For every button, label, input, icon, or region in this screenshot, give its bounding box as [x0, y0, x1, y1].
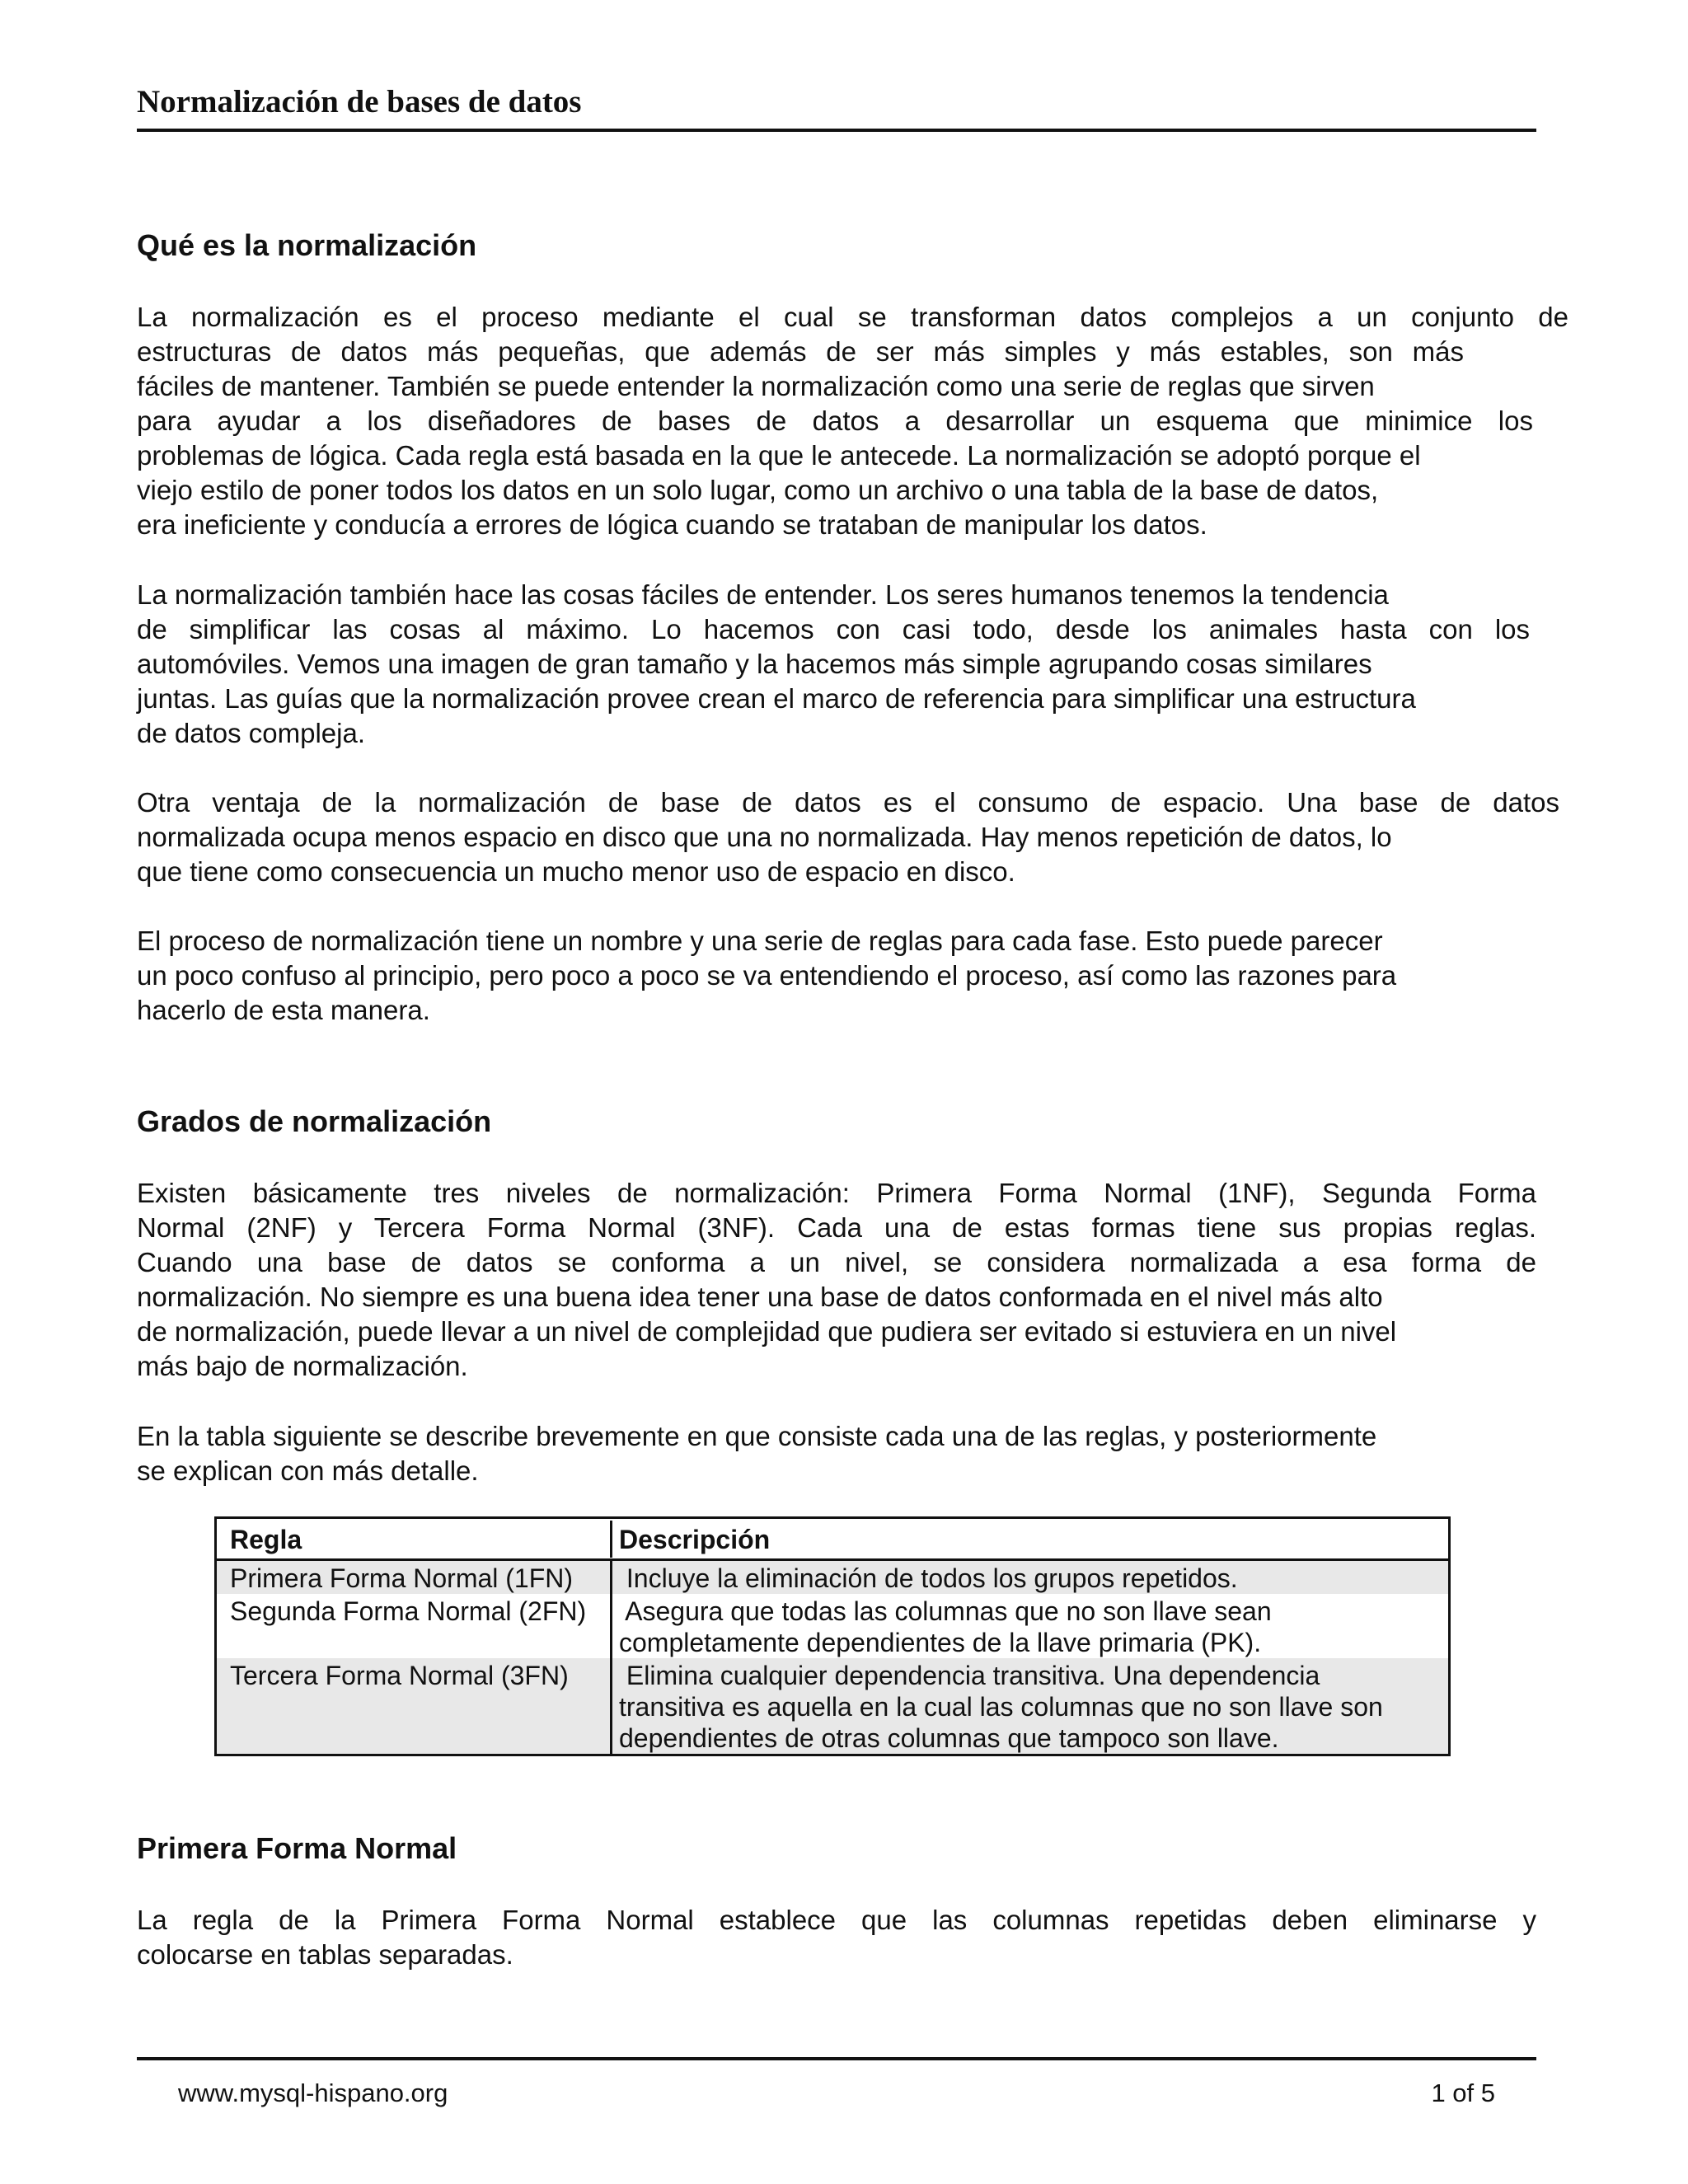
- paragraph-line: más bajo de normalización.: [137, 1351, 468, 1381]
- paragraph-line: juntas. Las guías que la normalización provee crean el marco de referencia para simplificar una estructura: [137, 683, 1416, 714]
- paragraph-line: La normalización es el proceso mediante el cual se transforman datos complejos a un conjunto de: [137, 302, 1568, 332]
- paragraph-line: normalizada ocupa menos espacio en disco que una no normalizada. Hay menos repetición de datos, lo: [137, 822, 1392, 852]
- rule-name: Primera Forma Normal (1FN): [230, 1563, 574, 1593]
- table-row: [217, 1561, 1448, 1594]
- description-line: Asegura que todas las columnas que no son llave sean: [619, 1596, 1272, 1626]
- table-row: [217, 1594, 1448, 1658]
- paragraph-line: normalización. No siempre es una buena idea tener una base de datos conformada en el nivel más alto: [137, 1282, 1383, 1312]
- footer-website: www.mysql-hispano.org: [178, 2079, 448, 2107]
- section-heading-que-es: Qué es la normalización: [137, 228, 477, 262]
- paragraph-line: automóviles. Vemos una imagen de gran tamaño y la hacemos más simple agrupando cosas similares: [137, 649, 1372, 679]
- paragraph-line: La normalización también hace las cosas fáciles de entender. Los seres humanos tenemos la tendencia: [137, 579, 1389, 610]
- table-cell-description: [612, 1594, 1448, 1658]
- table-cell-rule: [217, 1561, 612, 1594]
- paragraph-line: un poco confuso al principio, pero poco a poco se va entendiendo el proceso, así como las razones para: [137, 960, 1397, 991]
- paragraph-line: problemas de lógica. Cada regla está basada en la que le antecede. La normalización se adoptó porque el: [137, 440, 1421, 471]
- description-line: completamente dependientes de la llave primaria (PK).: [619, 1628, 1262, 1657]
- paragraph-line: de normalización, puede llevar a un nivel de complejidad que pudiera ser evitado si estuviera en un nivel: [137, 1316, 1397, 1347]
- table-cell-rule: [217, 1658, 612, 1754]
- paragraph: [137, 924, 1568, 1028]
- paragraph-line: El proceso de normalización tiene un nombre y una serie de reglas para cada fase. Esto puede parecer: [137, 926, 1383, 956]
- paragraph-line: se explican con más detalle.: [137, 1455, 479, 1486]
- description-line: dependientes de otras columnas que tampoco son llave.: [619, 1723, 1279, 1753]
- table-cell-description: [612, 1658, 1448, 1754]
- paragraph-line: La regla de la Primera Forma Normal establece que las columnas repetidas deben eliminarse y: [137, 1905, 1536, 1935]
- paragraph: [137, 1176, 1568, 1384]
- section-heading-primera-forma: Primera Forma Normal: [137, 1831, 457, 1865]
- page-header: [137, 79, 1536, 132]
- paragraph: [137, 578, 1568, 751]
- normalization-rules-table: [214, 1516, 1451, 1756]
- table-cell-description: [612, 1561, 1448, 1594]
- paragraph: [137, 1903, 1568, 1972]
- paragraph-line: era ineficiente y conducía a errores de lógica cuando se trataban de manipular los datos.: [137, 509, 1207, 540]
- paragraph: [137, 300, 1568, 542]
- paragraph: [137, 785, 1568, 889]
- page-number: 1 of 5: [1431, 2079, 1495, 2107]
- paragraph-line: colocarse en tablas separadas.: [137, 1939, 513, 1970]
- table-cell-rule: [217, 1594, 612, 1658]
- paragraph-line: Existen básicamente tres niveles de normalización: Primera Forma Normal (1NF), Segunda Forma: [137, 1178, 1536, 1208]
- page-footer: [137, 2057, 1536, 2107]
- description-line: Incluye la eliminación de todos los grupos repetidos.: [619, 1563, 1238, 1593]
- paragraph-line: viejo estilo de poner todos los datos en un solo lugar, como un archivo o una tabla de la base de datos,: [137, 475, 1379, 505]
- paragraph-line: Otra ventaja de la normalización de base de datos es el consumo de espacio. Una base de datos: [137, 787, 1559, 818]
- description-line: transitiva es aquella en la cual las columnas que no son llave son: [619, 1692, 1383, 1722]
- paragraph-line: Normal (2NF) y Tercera Forma Normal (3NF). Cada una de estas formas tiene sus propias reglas.: [137, 1212, 1536, 1243]
- document-title: Normalización de bases de datos: [137, 84, 582, 120]
- paragraph-line: para ayudar a los diseñadores de bases de datos a desarrollar un esquema que minimice los: [137, 405, 1533, 436]
- table-header-cell: Regla: [217, 1521, 612, 1558]
- description-line: Elimina cualquier dependencia transitiva. Una dependencia: [619, 1661, 1320, 1690]
- section-heading-grados: Grados de normalización: [137, 1104, 492, 1138]
- paragraph-line: En la tabla siguiente se describe brevemente en que consiste cada una de las reglas, y posteriormente: [137, 1421, 1377, 1451]
- paragraph: [137, 1419, 1568, 1488]
- paragraph-line: fáciles de mantener. También se puede entender la normalización como una serie de reglas que sirven: [137, 371, 1375, 401]
- paragraph-line: que tiene como consecuencia un mucho menor uso de espacio en disco.: [137, 856, 1015, 887]
- paragraph-line: estructuras de datos más pequeñas, que además de ser más simples y más estables, son más: [137, 336, 1464, 367]
- table-header-row: [217, 1519, 1448, 1561]
- paragraph-line: de datos compleja.: [137, 718, 366, 748]
- paragraph-line: Cuando una base de datos se conforma a un nivel, se considera normalizada a esa forma de: [137, 1247, 1536, 1277]
- rule-name: Segunda Forma Normal (2FN): [230, 1596, 587, 1626]
- table-row: [217, 1658, 1448, 1754]
- rule-name: Tercera Forma Normal (3FN): [230, 1661, 569, 1690]
- paragraph-line: hacerlo de esta manera.: [137, 995, 430, 1025]
- paragraph-line: de simplificar las cosas al máximo. Lo hacemos con casi todo, desde los animales hasta con los: [137, 614, 1530, 644]
- table-header-cell: Descripción: [619, 1524, 771, 1554]
